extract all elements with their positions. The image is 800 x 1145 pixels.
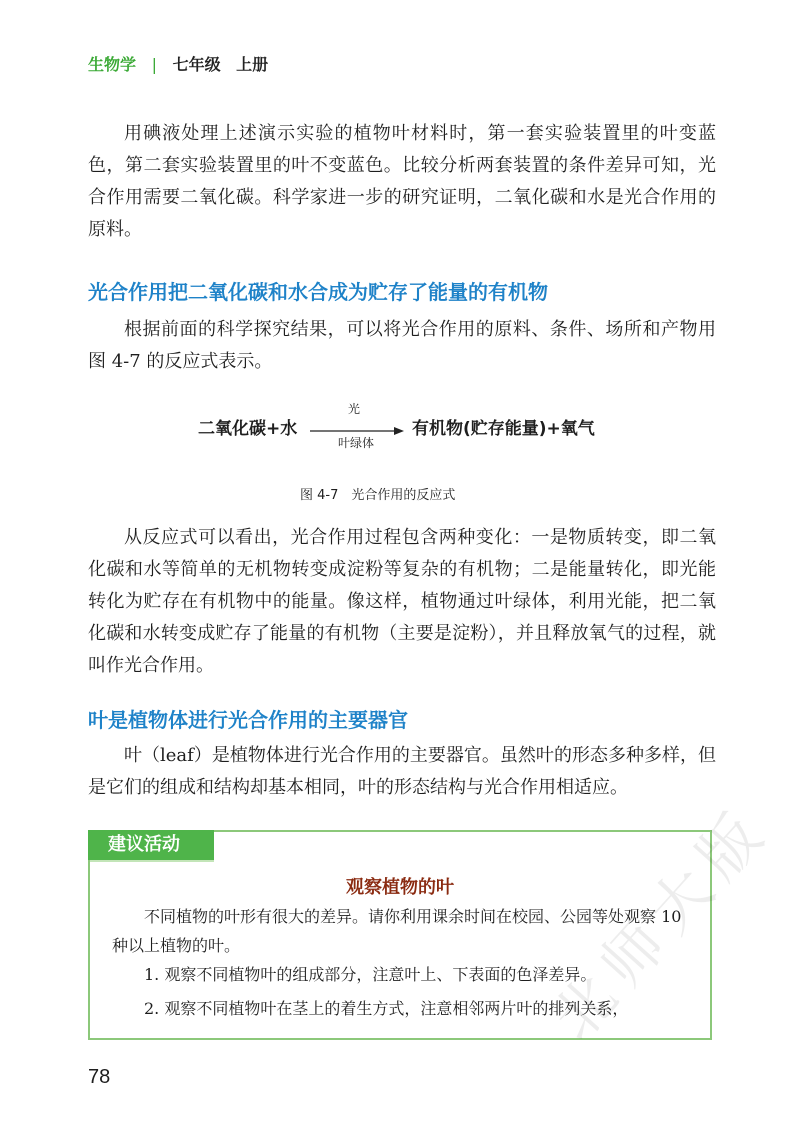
volume-label: 上册 [236,55,269,74]
equation-products: 有机物(贮存能量)+氧气 [412,419,595,439]
activity-title: 观察植物的叶 [346,877,454,898]
activity-intro: 不同植物的叶形有很大的差异。请你利用课余时间在校园、公园等处观察 10 种以上植物的叶。 [112,907,682,955]
grade-label: 七年级 [172,55,221,74]
activity-item: 1. 观察不同植物叶的组成部分，注意叶上、下表面的色泽差异。 [144,965,597,984]
subject-label: 生物学 [88,55,137,74]
paragraph-reaction-intro: 根据前面的科学探究结果，可以将光合作用的原料、条件、场所和产物用图 4-7 的反应式表示。 [88,319,716,372]
section-heading-photosynthesis: 光合作用把二氧化碳和水合成为贮存了能量的有机物 [88,280,548,304]
section-heading-leaf: 叶是植物体进行光合作用的主要器官 [88,708,408,732]
activity-item: 2. 观察不同植物叶在茎上的着生方式，注意相邻两片叶的排列关系， [144,999,629,1018]
running-header [88,52,268,75]
header-separator: | [151,55,157,74]
equation-condition-light: 光 [348,402,361,416]
publisher-watermark: 北师大版 [539,792,785,1054]
paragraph-photosynthesis-definition: 从反应式可以看出，光合作用过程包含两种变化：一是物质转变，即二氧化碳和水等简单的无机物转变成淀粉等复杂的有机物；二是能量转化，即光能转化为贮存在有机物中的能量。像这样，植物通过叶绿体，利用光能，把二氧化碳和水转变成贮存了能量的有机物（主要是淀粉），并且释放氧气的过程，就叫作光合作用。 [88,527,716,676]
activity-tab-label: 建议活动 [88,830,214,860]
paragraph-leaf-organ: 叶（leaf）是植物体进行光合作用的主要器官。虽然叶的形态多种多样，但是它们的组成和结构却基本相同，叶的形态结构与光合作用相适应。 [88,745,716,798]
equation-reactants: 二氧化碳+水 [198,419,298,439]
reaction-equation [198,400,628,460]
paragraph-iodine-result: 用碘液处理上述演示实验的植物叶材料时，第一套实验装置里的叶变蓝色，第二套实验装置里的叶不变蓝色。比较分析两套装置的条件差异可知，光合作用需要二氧化碳。科学家进一步的研究证明，二氧化碳和水是光合作用的原料。 [88,123,716,240]
page-number: 78 [88,1066,111,1088]
figure-caption: 图 4-7 光合作用的反应式 [300,488,456,503]
equation-condition-chloroplast: 叶绿体 [338,436,375,450]
